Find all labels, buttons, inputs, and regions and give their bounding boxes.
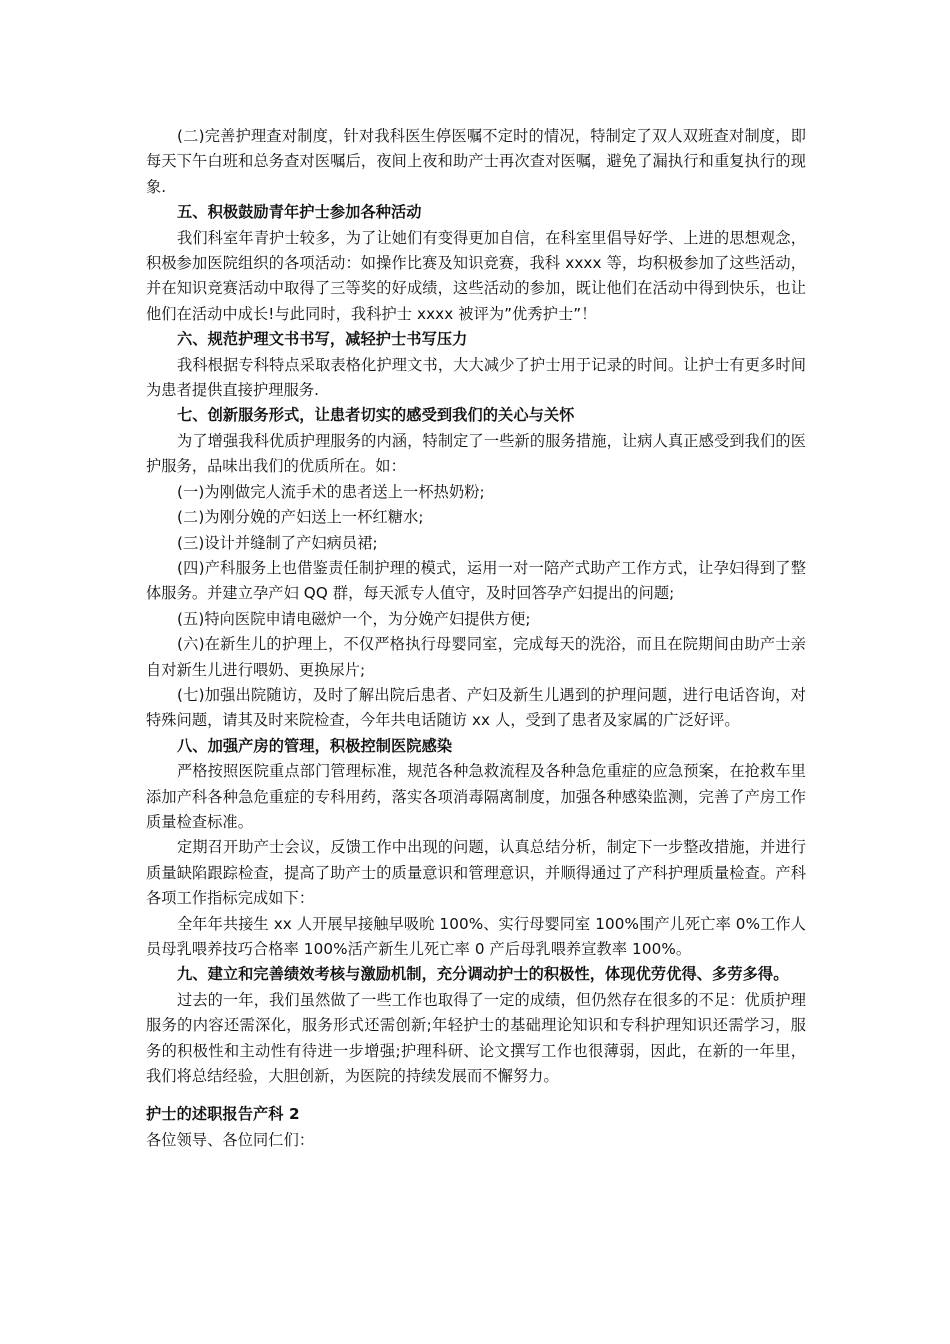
paragraph-delivery-room: 严格按照医院重点部门管理标准，规范各种急救流程及各种急危重症的应急预案，在抢救车里添加产科各种急危重症的专科用药，落实各项消毒隔离制度，加强各种感染监测，完善了产房工作质量检查标准。	[146, 762, 806, 831]
paragraph-service-intro: 为了增强我科优质护理服务的内涵，特制定了一些新的服务措施，让病人真正感受到我们的医护服务，品味出我们的优质所在。如：	[146, 431, 806, 476]
section-heading-9: 九、建立和完善绩效考核与激励机制，充分调动护士的积极性，体现优劳优得、多劳多得。	[177, 965, 789, 984]
paragraph-young-nurses: 我们科室年青护士较多，为了让她们有变得更加自信，在科室里倡导好学、上进的思想观念，积极参加医院组织的各项活动：如操作比赛及知识竞赛，我科 xxxx 等，均积极参加了这些活动，并在知识竞赛活动中取得了三等奖的好成绩，这些活动的参加，既让他们在活动中得到快乐，也让他们在活动中成长!与此同时，我科护士 xxxx 被评为”优秀护士”！	[146, 228, 806, 323]
paragraph-indicators: 全年年共接生 xx 人开展早接触早吸吮 100%、实行母婴同室 100%围产儿死亡率 0%工作人员母乳喂养技巧合格率 100%活产新生儿死亡率 0 产后母乳喂养宣教率 100%。	[146, 914, 806, 958]
section-heading-7: 七、创新服务形式，让患者切实的感受到我们的关心与关怀	[177, 406, 575, 425]
section-heading-5: 五、积极鼓励青年护士参加各种活动	[177, 203, 422, 222]
list-item-6: (六)在新生儿的护理上，不仅严格执行母婴同室，完成每天的洗浴，而且在院期间由助产士亲自对新生儿进行喂奶、更换尿片;	[146, 635, 806, 679]
list-item-2: (二)为刚分娩的产妇送上一杯红糖水;	[177, 508, 424, 527]
paragraph-documents: 我科根据专科特点采取表格化护理文书，大大减少了护士用于记录的时间。让护士有更多时间为患者提供直接护理服务.	[146, 355, 806, 400]
section-heading-8: 八、加强产房的管理，积极控制医院感染	[177, 736, 453, 755]
report-title-2: 护士的述职报告产科 2	[146, 1105, 300, 1124]
greeting: 各位领导、各位同仁们：	[146, 1130, 315, 1149]
paragraph-midwife-meetings: 定期召开助产士会议，反馈工作中出现的问题，认真总结分析，制定下一步整改措施，并进行质量缺陷跟踪检查，提高了助产士的质量意识和管理意识，并顺得通过了产科护理质量检查。产科各项工作指标完成如下：	[146, 838, 806, 908]
section-heading-6: 六、规范护理文书书写，减轻护士书写压力	[177, 330, 468, 349]
document-body	[146, 124, 806, 1153]
list-item-5: (五)特向医院申请电磁炉一个，为分娩产妇提供方便;	[177, 609, 531, 628]
paragraph-checking-system: (二)完善护理查对制度，针对我科医生停医嘱不定时的情况，特制定了双人双班查对制度，即每天下午白班和总务查对医嘱后，夜间上夜和助产士再次查对医嘱，避免了漏执行和重复执行的现象.	[146, 127, 806, 196]
list-item-7: (七)加强出院随访，及时了解出院后患者、产妇及新生儿遇到的护理问题，进行电话咨询，对特殊问题，请其及时来院检查，今年共电话随访 xx 人，受到了患者及家属的广泛好评。	[146, 685, 806, 730]
paragraph-summary: 过去的一年，我们虽然做了一些工作也取得了一定的成绩，但仍然存在很多的不足：优质护理服务的内容还需深化，服务形式还需创新;年轻护士的基础理论知识和专科护理知识还需学习，服务的积极性和主动性有待进一步增强;护理科研、论文撰写工作也很薄弱，因此，在新的一年里，我们将总结经验，大胆创新，为医院的持续发展而不懈努力。	[146, 990, 806, 1086]
list-item-4: (四)产科服务上也借鉴责任制护理的模式，运用一对一陪产式助产工作方式，让孕妇得到了整体服务。并建立孕产妇 QQ 群，每天派专人值守，及时回答孕产妇提出的问题;	[146, 558, 806, 603]
list-item-1: (一)为刚做完人流手术的患者送上一杯热奶粉;	[177, 482, 485, 501]
list-item-3: (三)设计并缝制了产妇病员裙;	[177, 533, 378, 552]
